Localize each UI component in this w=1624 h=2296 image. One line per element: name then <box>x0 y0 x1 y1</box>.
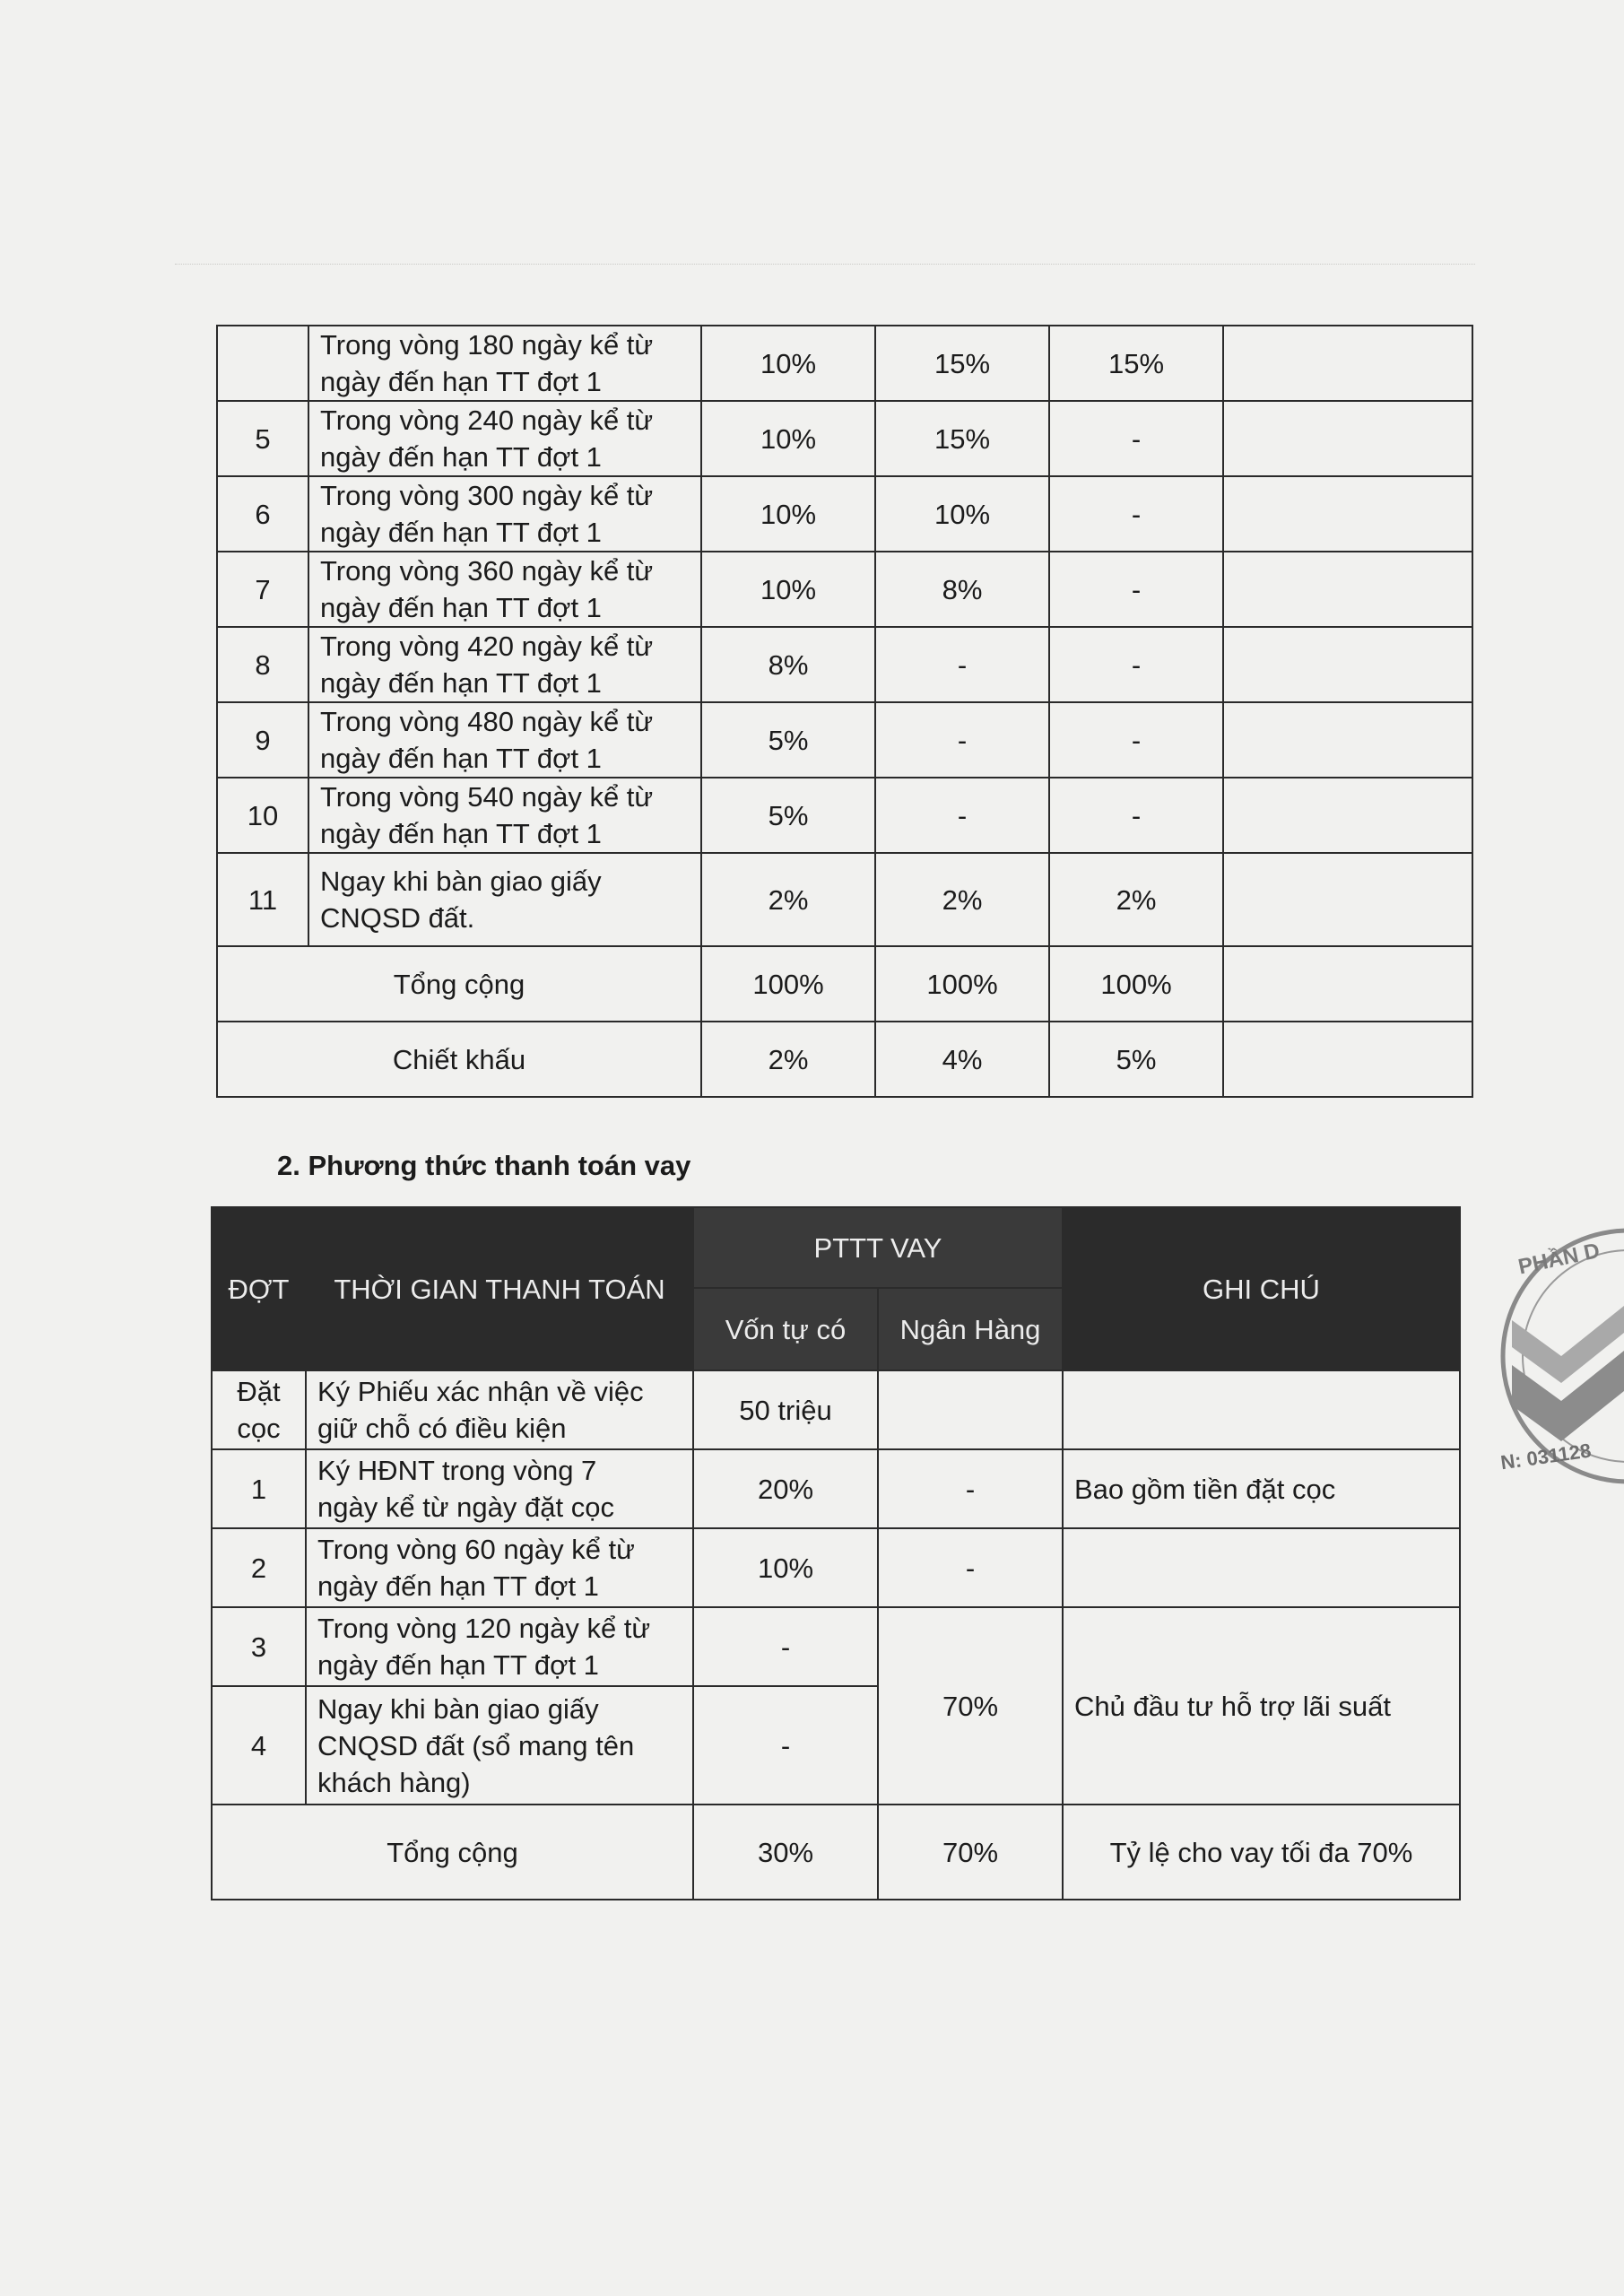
percent-option-2: 8% <box>875 552 1049 627</box>
percent-option-1: 10% <box>701 326 875 401</box>
percent-option-1: 10% <box>701 401 875 476</box>
payment-time <box>306 1449 693 1528</box>
percent-option-1: 2% <box>701 853 875 946</box>
cell-line: giữ chỗ có điều kiện <box>317 1413 567 1444</box>
cell-line: 2 <box>250 1552 267 1584</box>
own-capital-cell: - <box>693 1686 878 1805</box>
cell-line: Ký HĐNT trong vòng 7 <box>317 1455 597 1486</box>
percent-option-3: 15% <box>1049 326 1223 401</box>
total-label: Tổng cộng <box>212 1805 693 1900</box>
installment-number <box>212 1370 306 1449</box>
header-time: THỜI GIAN THANH TOÁN <box>306 1207 693 1370</box>
percent-option-1: 5% <box>701 702 875 778</box>
payment-time <box>308 853 701 946</box>
total-row <box>217 946 1472 1022</box>
percent-option-3: - <box>1049 702 1223 778</box>
cell-line: khách hàng) <box>317 1766 471 1798</box>
cell-line: ngày kể từ ngày đặt cọc <box>317 1492 614 1523</box>
payment-schedule-table <box>216 325 1473 1098</box>
cell-line: ngày đến hạn TT đợt 1 <box>317 1649 599 1681</box>
cell-line: Ngay khi bàn giao giấy <box>320 865 602 897</box>
percent-option-2: 10% <box>875 476 1049 552</box>
own-capital-cell: 20% <box>693 1449 878 1528</box>
note-cell <box>1223 326 1472 401</box>
payment-time <box>306 1607 693 1686</box>
table-row <box>217 476 1472 552</box>
company-stamp <box>1494 1213 1624 1509</box>
total-option-1: 100% <box>701 946 875 1022</box>
table-row <box>212 1607 1460 1686</box>
percent-option-1: 10% <box>701 476 875 552</box>
cell-line: ngày đến hạn TT đợt 1 <box>320 517 602 548</box>
percent-option-2: - <box>875 778 1049 853</box>
cell-line: Trong vòng 360 ngày kể từ <box>320 555 654 587</box>
cell-line: CNQSD đất. <box>320 902 475 934</box>
note-cell <box>1223 778 1472 853</box>
installment-number <box>212 1686 306 1805</box>
payment-time <box>308 552 701 627</box>
header-bank: Ngân Hàng <box>878 1288 1063 1370</box>
table-row <box>217 552 1472 627</box>
note-cell <box>1223 476 1472 552</box>
page-fold-line <box>175 264 1475 265</box>
percent-option-2: 15% <box>875 401 1049 476</box>
cell-line: Trong vòng 300 ngày kể từ <box>320 480 654 511</box>
header-note: GHI CHÚ <box>1063 1207 1460 1370</box>
percent-option-1: 8% <box>701 627 875 702</box>
total-label: Tổng cộng <box>217 946 701 1022</box>
percent-option-3: - <box>1049 476 1223 552</box>
note-cell <box>1223 552 1472 627</box>
total-own-capital: 30% <box>693 1805 878 1900</box>
note-cell <box>1063 1528 1460 1607</box>
cell-line: Trong vòng 60 ngày kể từ <box>317 1534 635 1565</box>
percent-option-2: - <box>875 627 1049 702</box>
payment-time <box>308 476 701 552</box>
payment-time <box>308 778 701 853</box>
table-row <box>212 1528 1460 1607</box>
cell-line: ngày đến hạn TT đợt 1 <box>320 366 602 397</box>
note-cell <box>1223 401 1472 476</box>
cell-line: Trong vòng 480 ngày kể từ <box>320 706 654 737</box>
total-option-3: 100% <box>1049 946 1223 1022</box>
installment-number: 11 <box>217 853 308 946</box>
installment-number <box>217 326 308 401</box>
cell-line: ngày đến hạn TT đợt 1 <box>320 592 602 623</box>
payment-time <box>306 1528 693 1607</box>
table-row <box>217 627 1472 702</box>
table-row <box>217 853 1472 946</box>
total-note: Tỷ lệ cho vay tối đa 70% <box>1063 1805 1460 1900</box>
installment-number: 5 <box>217 401 308 476</box>
header-loan-group: PTTT VAY <box>693 1207 1063 1288</box>
installment-number: 6 <box>217 476 308 552</box>
table-row <box>212 1449 1460 1528</box>
percent-option-3: - <box>1049 778 1223 853</box>
cell-line: cọc <box>237 1413 281 1444</box>
own-capital-cell: 10% <box>693 1528 878 1607</box>
total-option-2: 100% <box>875 946 1049 1022</box>
payment-time <box>308 326 701 401</box>
note-cell <box>1223 627 1472 702</box>
bank-cell: 70% <box>878 1607 1063 1805</box>
cell-line: ngày đến hạn TT đợt 1 <box>320 441 602 473</box>
installment-number: 10 <box>217 778 308 853</box>
table-row <box>217 326 1472 401</box>
discount-note <box>1223 1022 1472 1097</box>
cell-line: 3 <box>250 1631 267 1663</box>
installment-number: 9 <box>217 702 308 778</box>
note-cell <box>1223 853 1472 946</box>
discount-option-2: 4% <box>875 1022 1049 1097</box>
stamp-text-top: PHẦN D <box>1515 1238 1602 1280</box>
discount-row <box>217 1022 1472 1097</box>
total-bank: 70% <box>878 1805 1063 1900</box>
percent-option-3: - <box>1049 627 1223 702</box>
table-row <box>217 401 1472 476</box>
table-row <box>217 702 1472 778</box>
cell-line: Đặt <box>237 1376 281 1407</box>
discount-option-3: 5% <box>1049 1022 1223 1097</box>
percent-option-2: 15% <box>875 326 1049 401</box>
cell-line: Trong vòng 120 ngày kể từ <box>317 1613 651 1644</box>
stamp-text-bottom: N: 031128 <box>1498 1439 1593 1474</box>
payment-time <box>308 627 701 702</box>
cell-line: Ngay khi bàn giao giấy <box>317 1692 599 1725</box>
table-row <box>217 778 1472 853</box>
cell-line: 1 <box>250 1473 267 1505</box>
payment-time <box>308 702 701 778</box>
percent-option-1: 10% <box>701 552 875 627</box>
installment-number <box>212 1528 306 1607</box>
note-cell <box>1223 702 1472 778</box>
installment-number <box>212 1607 306 1686</box>
cell-line: Ký Phiếu xác nhận về việc <box>317 1376 644 1407</box>
total-row <box>212 1805 1460 1900</box>
percent-option-3: - <box>1049 552 1223 627</box>
own-capital-cell: - <box>693 1607 878 1686</box>
installment-number: 7 <box>217 552 308 627</box>
cell-line: Trong vòng 420 ngày kể từ <box>320 631 654 662</box>
percent-option-3: - <box>1049 401 1223 476</box>
cell-line: Trong vòng 240 ngày kể từ <box>320 404 654 436</box>
bank-cell: - <box>878 1528 1063 1607</box>
percent-option-1: 5% <box>701 778 875 853</box>
bank-cell: - <box>878 1449 1063 1528</box>
discount-option-1: 2% <box>701 1022 875 1097</box>
cell-line: CNQSD đất (sổ mang tên <box>317 1729 635 1761</box>
cell-line: ngày đến hạn TT đợt 1 <box>320 818 602 849</box>
cell-line: ngày đến hạn TT đợt 1 <box>320 743 602 774</box>
header-own-capital: Vốn tự có <box>693 1288 878 1370</box>
note-cell <box>1063 1370 1460 1449</box>
installment-number: 8 <box>217 627 308 702</box>
installment-number <box>212 1449 306 1528</box>
cell-line: ngày đến hạn TT đợt 1 <box>320 667 602 699</box>
percent-option-2: - <box>875 702 1049 778</box>
loan-payment-table <box>211 1206 1461 1900</box>
percent-option-3: 2% <box>1049 853 1223 946</box>
payment-time <box>306 1370 693 1449</box>
cell-line: Trong vòng 540 ngày kể từ <box>320 781 654 813</box>
table-row <box>212 1370 1460 1449</box>
note-cell: Bao gồm tiền đặt cọc <box>1063 1449 1460 1528</box>
own-capital-cell: 50 triệu <box>693 1370 878 1449</box>
payment-time <box>308 401 701 476</box>
header-dot: ĐỢT <box>212 1207 306 1370</box>
bank-cell <box>878 1370 1063 1449</box>
section-title: 2. Phương thức thanh toán vay <box>277 1150 691 1181</box>
cell-line: 4 <box>250 1729 267 1761</box>
note-cell: Chủ đầu tư hỗ trợ lãi suất <box>1063 1607 1460 1805</box>
cell-line: ngày đến hạn TT đợt 1 <box>317 1570 599 1602</box>
payment-time <box>306 1686 693 1805</box>
percent-option-2: 2% <box>875 853 1049 946</box>
discount-label: Chiết khấu <box>217 1022 701 1097</box>
total-note <box>1223 946 1472 1022</box>
cell-line: Trong vòng 180 ngày kể từ <box>320 329 654 361</box>
